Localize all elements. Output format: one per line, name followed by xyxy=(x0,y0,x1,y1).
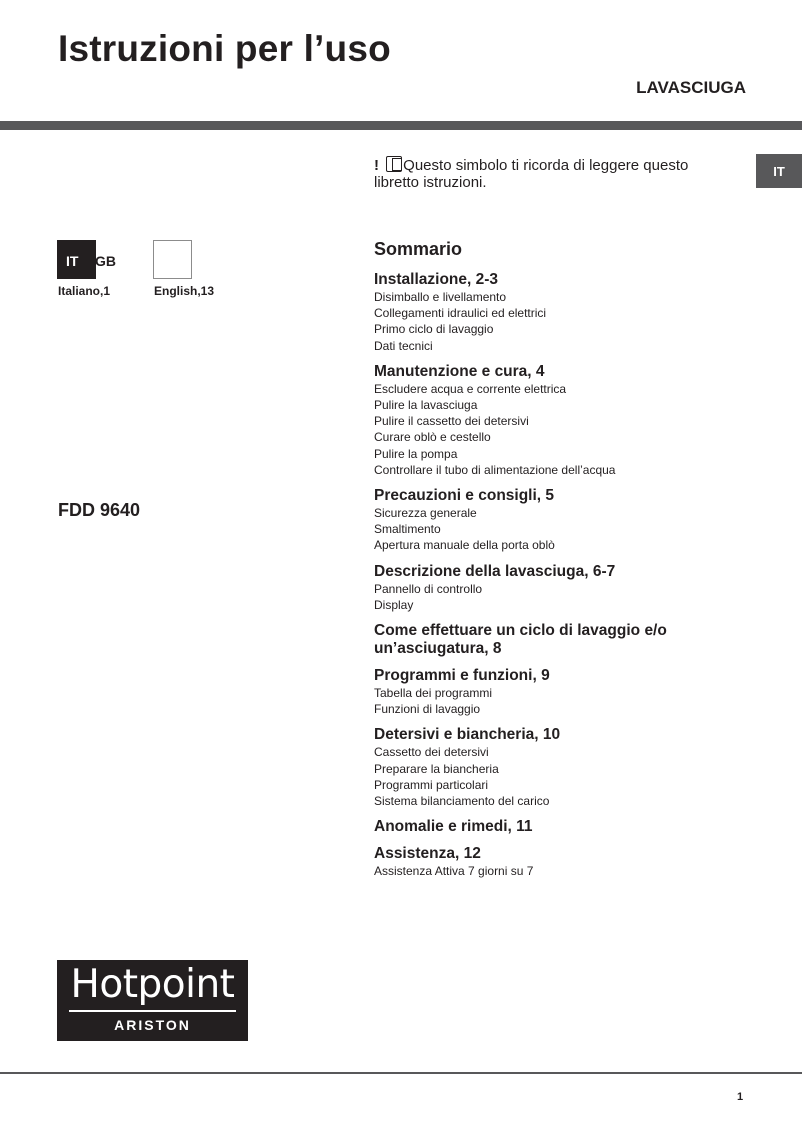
toc-sections xyxy=(374,271,764,879)
toc-subitem[interactable]: Sicurezza generale xyxy=(374,506,477,521)
toc-section xyxy=(374,726,764,809)
toc-subitem[interactable]: Curare oblò e cestello xyxy=(374,430,491,445)
footer-divider xyxy=(0,1072,802,1074)
toc-subitem[interactable]: Sistema bilanciamento del carico xyxy=(374,794,550,809)
language-label-gb: English,13 xyxy=(154,284,215,298)
page-number: 1 xyxy=(737,1091,744,1103)
toc-subitem[interactable]: Programmi particolari xyxy=(374,777,489,792)
toc-subitem[interactable]: Disimballo e livellamento xyxy=(374,290,507,304)
language-side-tab xyxy=(756,154,802,188)
toc-section xyxy=(374,271,764,354)
language-box-gb[interactable] xyxy=(153,240,192,279)
toc-section xyxy=(374,487,764,554)
toc-subitem[interactable]: Collegamenti idraulici ed elettrici xyxy=(374,306,547,321)
toc-subitem[interactable]: Assistenza Attiva 7 giorni su 7 xyxy=(374,864,534,879)
toc-subitem[interactable]: Pulire il cassetto dei detersivi xyxy=(374,414,529,429)
toc-section-title[interactable]: Manutenzione e cura, 4 xyxy=(374,362,545,380)
toc-section-title[interactable]: Anomalie e rimedi, 11 xyxy=(374,818,533,836)
toc-subitem[interactable]: Escludere acqua e corrente elettrica xyxy=(374,381,567,396)
toc-subitem[interactable]: Dati tecnici xyxy=(374,338,433,353)
toc-subitem[interactable]: Tabella dei programmi xyxy=(374,686,493,701)
toc-subitem[interactable]: Pulire la lavasciuga xyxy=(374,398,478,413)
toc-subitem[interactable]: Pannello di controllo xyxy=(374,581,483,596)
header-divider xyxy=(0,121,802,130)
toc-subitem[interactable]: Cassetto dei detersivi xyxy=(374,745,489,760)
toc-subitem[interactable]: Preparare la biancheria xyxy=(374,761,499,776)
table-of-contents xyxy=(374,239,764,888)
toc-title: Sommario xyxy=(374,239,463,259)
logo-sub: ARISTON xyxy=(114,1017,191,1033)
language-code-gb: GB xyxy=(95,253,116,269)
toc-section xyxy=(374,845,764,879)
toc-section-title[interactable]: Programmi e funzioni, 9 xyxy=(374,667,550,685)
language-code-it: IT xyxy=(66,253,79,269)
language-label-it: Italiano,1 xyxy=(58,284,111,298)
logo-brand: Hotpoint xyxy=(70,962,235,1007)
hotpoint-ariston-logo xyxy=(57,960,248,1041)
language-side-tab-label: IT xyxy=(773,163,785,179)
toc-section xyxy=(374,667,764,717)
toc-section-title[interactable]: Precauzioni e consigli, 5 xyxy=(374,487,555,505)
toc-subitem[interactable]: Apertura manuale della porta oblò xyxy=(374,538,555,553)
toc-section-title[interactable]: Detersivi e biancheria, 10 xyxy=(374,726,561,744)
toc-subitem[interactable]: Display xyxy=(374,597,414,612)
toc-section xyxy=(374,363,764,478)
notice xyxy=(374,156,714,191)
toc-section-title[interactable]: Assistenza, 12 xyxy=(374,845,481,863)
toc-section-title[interactable]: Installazione, 2-3 xyxy=(374,271,499,288)
notice-text: Questo simbolo ti ricorda di leggere questo libretto istruzioni. xyxy=(374,157,689,191)
warning-mark: ! xyxy=(374,157,379,174)
toc-section xyxy=(374,622,764,658)
toc-subitem[interactable]: Controllare il tubo di alimentazione dell’acqua xyxy=(374,462,616,477)
model-number: FDD 9640 xyxy=(58,500,141,520)
logo-divider xyxy=(69,1010,236,1012)
manual-book-icon xyxy=(386,156,402,172)
toc-section-title[interactable]: Descrizione della lavasciuga, 6-7 xyxy=(374,562,616,580)
toc-subitem[interactable]: Pulire la pompa xyxy=(374,446,458,461)
language-box-it[interactable] xyxy=(57,240,96,279)
toc-subitem[interactable]: Primo ciclo di lavaggio xyxy=(374,322,494,337)
toc-subitem[interactable]: Funzioni di lavaggio xyxy=(374,702,481,717)
toc-section xyxy=(374,563,764,613)
toc-subitem[interactable]: Smaltimento xyxy=(374,522,441,537)
page-title: Istruzioni per l’uso xyxy=(58,28,391,69)
toc-section-title[interactable]: Come effettuare un ciclo di lavaggio e/o un’asciugatura, 8 xyxy=(374,622,667,658)
toc-section xyxy=(374,818,764,836)
product-type: LAVASCIUGA xyxy=(636,78,746,97)
